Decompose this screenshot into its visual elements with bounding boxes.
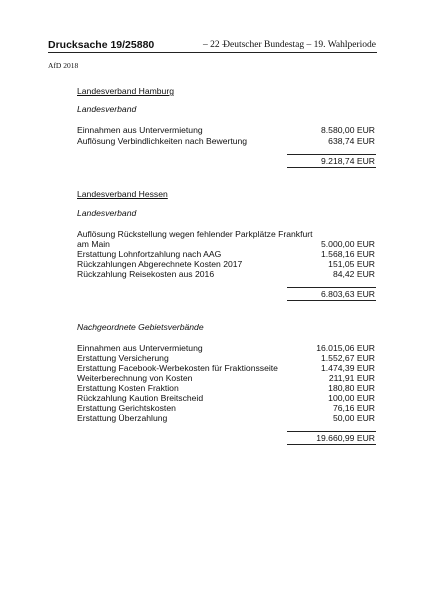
page-number: – 22 – <box>203 40 227 50</box>
line-item-label: Erstattung Lohnfortzahlung nach AAG <box>77 249 222 259</box>
line-item-amount: 1.552,67 EUR <box>321 353 375 363</box>
line-item-label: Erstattung Facebook-Werbekosten für Fraktionsseite <box>77 363 278 373</box>
line-item-label: Auflösung Verbindlichkeiten nach Bewertung <box>77 136 248 146</box>
line-item-amount: 1.474,39 EUR <box>321 363 375 373</box>
line-item-amount: 8.580,00 EUR <box>321 125 375 135</box>
line-item-label: Erstattung Versicherung <box>77 353 169 363</box>
section-total-gebiet: 19.660,99 EUR <box>316 433 375 443</box>
line-item-amount: 1.568,16 EUR <box>321 249 375 259</box>
section-total-hamburg: 9.218,74 EUR <box>321 156 375 166</box>
header-divider <box>48 52 377 53</box>
line-item-label: Rückzahlung Kaution Breitscheid <box>77 393 204 403</box>
line-item-label: Einnahmen aus Untervermietung <box>77 343 203 353</box>
line-item-amount: 84,42 EUR <box>332 269 375 279</box>
section-total-hessen: 6.803,63 EUR <box>321 289 375 299</box>
total-rule-bottom <box>287 167 376 168</box>
total-rule-bottom <box>287 444 376 445</box>
total-rule-bottom <box>287 300 376 301</box>
section-subtitle-hessen: Landesverband <box>77 208 137 218</box>
section-title-hessen: Landesverband Hessen <box>77 189 168 199</box>
line-item-label: am Main <box>77 239 110 249</box>
line-item-label: Einnahmen aus Untervermietung <box>77 125 203 135</box>
line-item-label: Rückzahlung Reisekosten aus 2016 <box>77 269 215 279</box>
bundestag-period: Deutscher Bundestag – 19. Wahlperiode <box>223 40 376 50</box>
line-item-label: Erstattung Kosten Fraktion <box>77 383 179 393</box>
line-item-label: Erstattung Gerichtskosten <box>77 403 176 413</box>
line-item-amount: 180,80 EUR <box>328 383 375 393</box>
section-subtitle-hamburg: Landesverband <box>77 104 137 114</box>
total-rule-top <box>287 287 376 288</box>
line-item-amount: 5.000,00 EUR <box>321 239 375 249</box>
line-item-amount: 211,91 EUR <box>328 373 375 383</box>
line-item-label: Weiterberechnung von Kosten <box>77 373 193 383</box>
line-item-label: Erstattung Überzahlung <box>77 413 168 423</box>
line-item-label: Auflösung Rückstellung wegen fehlender Parkplätze Frankfurt <box>77 229 313 239</box>
line-item-amount: 50,00 EUR <box>332 413 375 423</box>
line-item-amount: 151,05 EUR <box>328 259 375 269</box>
drucksache-number: Drucksache 19/25880 <box>48 39 155 51</box>
line-item-amount: 16.015,06 EUR <box>316 343 375 353</box>
total-rule-top <box>287 154 376 155</box>
line-item-amount: 100,00 EUR <box>328 393 375 403</box>
line-item-label: Rückzahlungen Abgerechnete Kosten 2017 <box>77 259 243 269</box>
line-item-amount: 76,16 EUR <box>332 403 375 413</box>
document-subheader: AfD 2018 <box>48 61 79 70</box>
total-rule-top <box>287 431 376 432</box>
section-subtitle-gebiet: Nachgeordnete Gebietsverbände <box>77 322 204 332</box>
section-title-hamburg: Landesverband Hamburg <box>77 86 174 96</box>
line-item-amount: 638,74 EUR <box>328 136 375 146</box>
